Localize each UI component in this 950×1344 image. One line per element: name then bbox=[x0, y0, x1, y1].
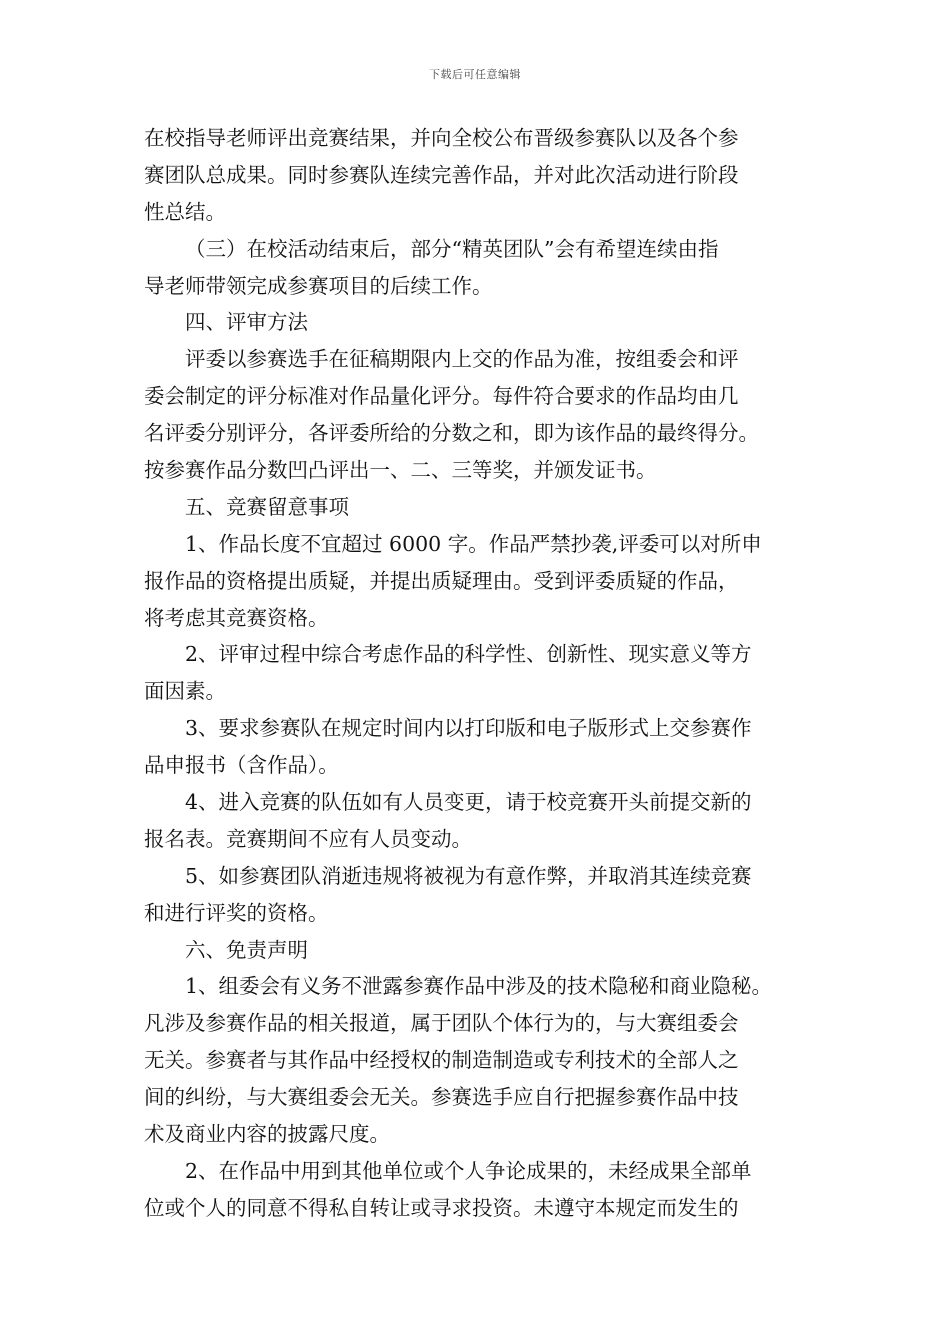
section-heading: 五、竞赛留意事项 bbox=[185, 494, 349, 519]
text-line: 导老师带领完成参赛项目的后续工作。 bbox=[144, 273, 493, 298]
text-line: （三）在校活动结束后，部分“精英团队”会有希望连续由指 bbox=[185, 236, 719, 261]
text-line: 间的纠纷，与大赛组委会无关。参赛选手应自行把握参赛作品中技 bbox=[144, 1085, 739, 1110]
text-line: 和进行评奖的资格。 bbox=[144, 900, 329, 925]
text-line: 在校指导老师评出竞赛结果，并向全校公布晋级参赛队以及各个参 bbox=[144, 126, 739, 150]
text-line: 委会制定的评分标准对作品量化评分。每件符合要求的作品均由几 bbox=[144, 384, 739, 409]
text-line: 报作品的资格提出质疑，并提出质疑理由。受到评委质疑的作品， bbox=[144, 568, 739, 593]
text-line: 面因素。 bbox=[144, 679, 226, 704]
text-line: 报名表。竞赛期间不应有人员变动。 bbox=[144, 826, 472, 851]
page-header: 下载后可任意编辑 bbox=[429, 68, 521, 81]
text-line: 1、组委会有义务不泄露参赛作品中涉及的技术隐秘和商业隐秘。 bbox=[185, 974, 773, 999]
text-line: 将考虑其竞赛资格。 bbox=[144, 605, 329, 630]
text-line: 性总结。 bbox=[144, 199, 226, 224]
text-line: 按参赛作品分数凹凸评出一、二、三等奖，并颁发证书。 bbox=[144, 458, 657, 483]
text-line: 3、要求参赛队在规定时间内以打印版和电子版形式上交参赛作 bbox=[185, 716, 752, 741]
text-line: 无关。参赛者与其作品中经授权的制造制造或专利技术的全部人之 bbox=[144, 1048, 739, 1073]
text-line: 评委以参赛选手在征稿期限内上交的作品为准，按组委会和评 bbox=[185, 347, 739, 372]
text-line: 1、作品长度不宜超过 6000 字。作品严禁抄袭,评委可以对所申 bbox=[185, 531, 762, 556]
section-heading: 四、评审方法 bbox=[185, 310, 308, 335]
text-line: 凡涉及参赛作品的相关报道，属于团队个体行为的，与大赛组委会 bbox=[144, 1011, 739, 1036]
section-heading: 六、免责声明 bbox=[185, 937, 308, 962]
text-line: 2、评审过程中综合考虑作品的科学性、创新性、现实意义等方 bbox=[185, 642, 752, 667]
text-line: 2、在作品中用到其他单位或个人争论成果的，未经成果全部单 bbox=[185, 1158, 752, 1183]
text-line: 品申报书（含作品）。 bbox=[144, 753, 339, 778]
document-body bbox=[144, 120, 812, 1227]
text-line: 名评委分别评分，各评委所给的分数之和，即为该作品的最终得分。 bbox=[144, 421, 759, 446]
text-line: 赛团队总成果。同时参赛队连续完善作品，并对此次活动进行阶段 bbox=[144, 162, 739, 187]
text-line: 术及商业内容的披露尺度。 bbox=[144, 1122, 390, 1147]
text-line: 5、如参赛团队消逝违规将被视为有意作弊，并取消其连续竞赛 bbox=[185, 863, 752, 888]
text-line: 位或个人的同意不得私自转让或寻求投资。未遵守本规定而发生的 bbox=[144, 1195, 739, 1220]
text-line: 4、进入竞赛的队伍如有人员变更，请于校竞赛开头前提交新的 bbox=[185, 790, 752, 815]
